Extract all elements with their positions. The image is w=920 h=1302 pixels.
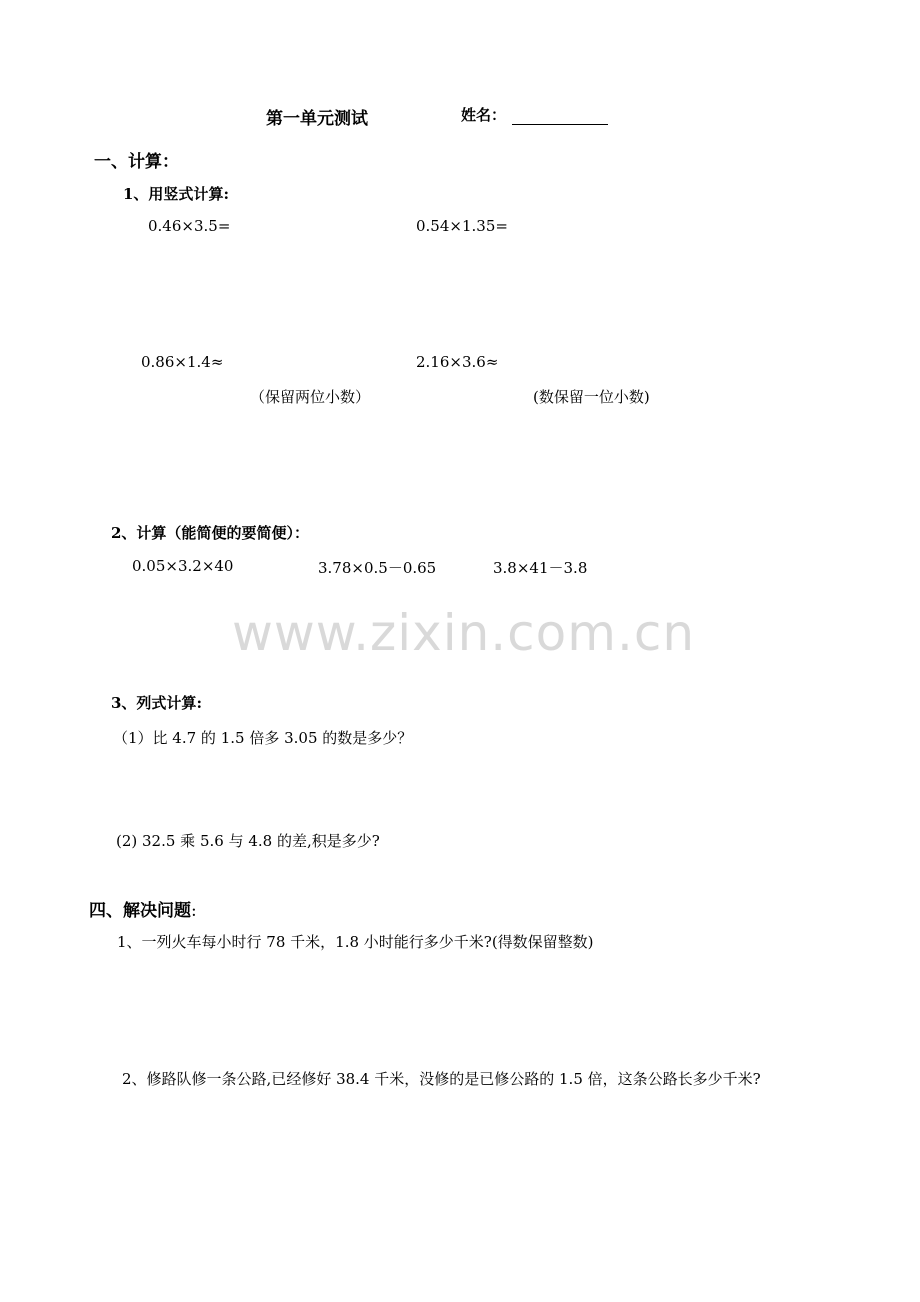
page-title: 第一单元测试 bbox=[266, 109, 368, 129]
application-problem-2: 2、修路队修一条公路,已经修好 38.4 千米，没修的是已修公路的 1.5 倍，这条公路长多少千米? bbox=[122, 1070, 761, 1088]
word-problem-2: (2) 32.5 乘 5.6 与 4.8 的差,积是多少? bbox=[116, 832, 380, 850]
name-field[interactable] bbox=[461, 104, 608, 125]
section4-heading-colon: : bbox=[191, 901, 197, 921]
watermark: www.zixin.com.cn bbox=[232, 604, 696, 662]
problem-vertical-3: 0.86×1.4≈ bbox=[141, 353, 224, 371]
section4-heading-text: 四、解决问题 bbox=[89, 901, 191, 921]
problem-vertical-1: 0.46×3.5= bbox=[148, 217, 231, 235]
part1-label: 1、用竖式计算: bbox=[123, 185, 229, 203]
word-problem-1: （1）比 4.7 的 1.5 倍多 3.05 的数是多少？ bbox=[113, 729, 413, 747]
part2-label: 2、计算（能简便的要简便）： bbox=[111, 524, 309, 542]
problem-simplify-1: 0.05×3.2×40 bbox=[132, 557, 234, 575]
problem-vertical-2: 0.54×1.35= bbox=[416, 217, 508, 235]
application-problem-1: 1、一列火车每小时行 78 千米，1.8 小时能行多少千米?(得数保留整数) bbox=[117, 933, 594, 951]
note-one-decimal: (数保留一位小数) bbox=[533, 388, 650, 406]
name-blank-line[interactable] bbox=[512, 106, 608, 125]
name-label: 姓名： bbox=[461, 106, 507, 124]
problem-simplify-2: 3.78×0.5－0.65 bbox=[318, 559, 437, 577]
problem-vertical-4: 2.16×3.6≈ bbox=[416, 353, 499, 371]
problem-simplify-3: 3.8×41－3.8 bbox=[493, 559, 588, 577]
section-heading-calculation: 一、计算： bbox=[94, 152, 179, 172]
section-heading-problem-solving bbox=[89, 896, 197, 921]
note-two-decimals: （保留两位小数） bbox=[250, 388, 371, 406]
part3-label: 3、列式计算: bbox=[111, 694, 202, 712]
